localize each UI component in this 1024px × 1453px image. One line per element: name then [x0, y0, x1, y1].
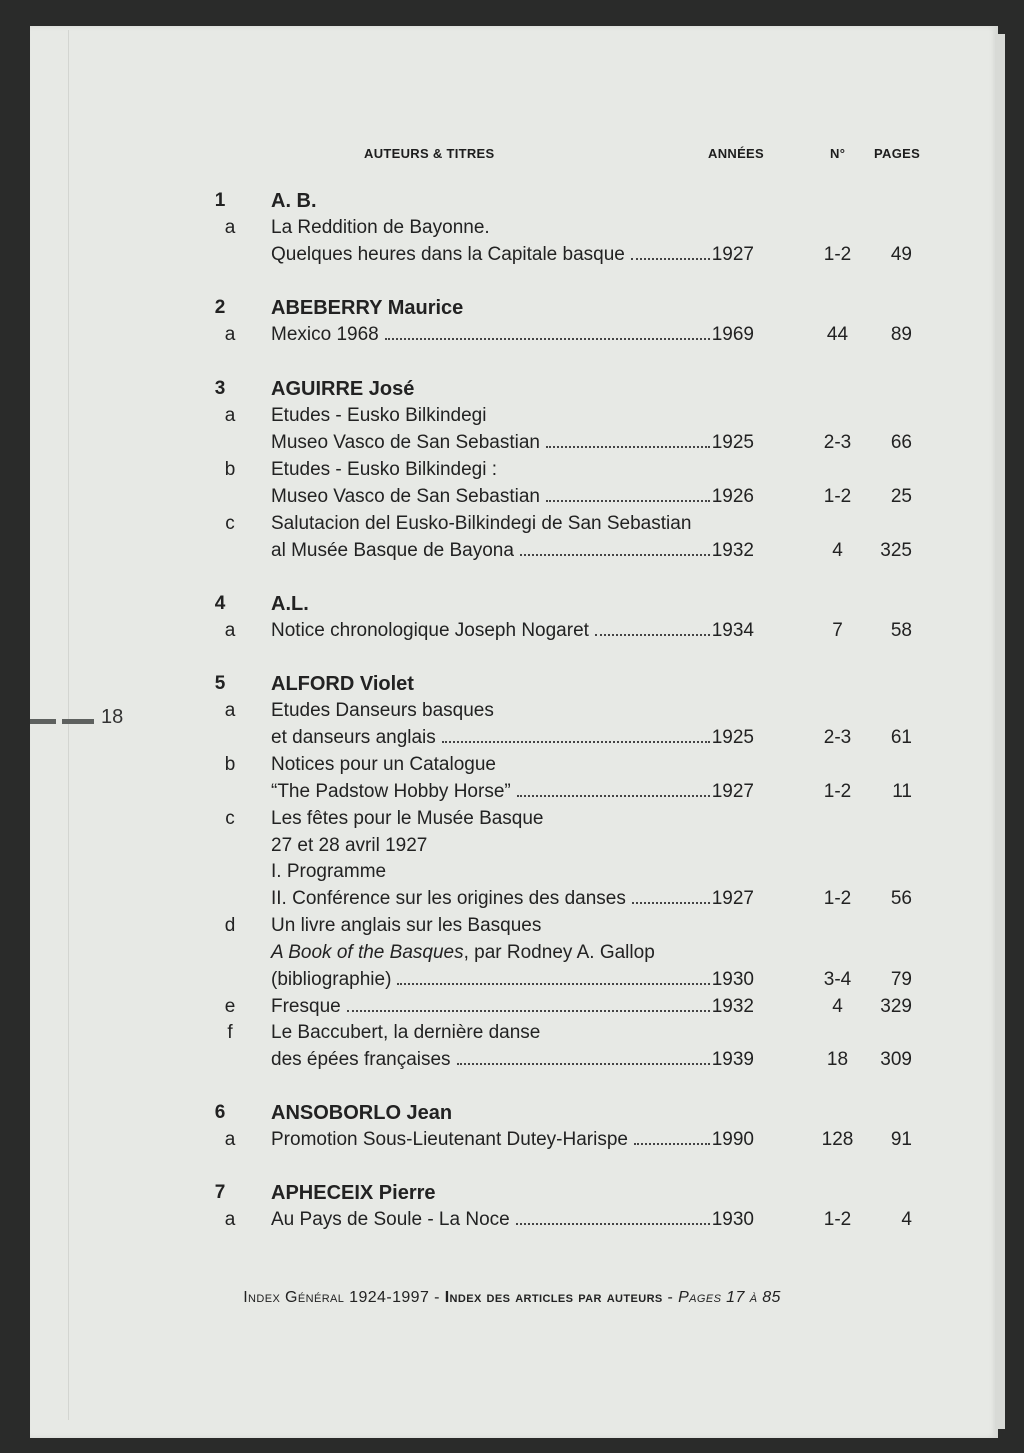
- author-entry: [0, 593, 1024, 620]
- article-page: 89: [890, 324, 912, 345]
- author-entry: [0, 297, 1024, 324]
- footer-index-general: Index Général 1924-1997: [243, 1289, 430, 1306]
- article-entry: [0, 861, 1024, 888]
- article-letter: b: [224, 459, 236, 480]
- article-title: Promotion Sous-Lieutenant Dutey-Harispe: [271, 1129, 628, 1150]
- article-letter: c: [225, 513, 235, 534]
- article-letter: c: [225, 808, 235, 829]
- author-name: APHECEIX Pierre: [271, 1182, 436, 1204]
- author-name: AGUIRRE José: [271, 378, 415, 400]
- article-page: 49: [890, 244, 912, 265]
- article-entry: [0, 620, 1024, 647]
- article-title: 27 et 28 avril 1927: [271, 835, 428, 856]
- article-title: Notices pour un Catalogue: [271, 754, 496, 775]
- article-title-with-leader: [271, 244, 754, 266]
- article-title: Notice chronologique Joseph Nogaret: [271, 620, 589, 641]
- article-page: 91: [890, 1129, 912, 1150]
- article-entry: [0, 432, 1024, 459]
- author-name: ANSOBORLO Jean: [271, 1102, 453, 1124]
- article-letter: a: [224, 620, 236, 641]
- footer-index-articles: Index des articles par auteurs: [444, 1289, 663, 1306]
- footer-separator: -: [429, 1289, 445, 1306]
- dot-leader: [516, 1223, 710, 1225]
- dot-leader: [397, 983, 709, 985]
- article-entry: [0, 324, 1024, 351]
- article-entry: [0, 969, 1024, 996]
- article-title: Museo Vasco de San Sebastian: [271, 432, 540, 453]
- article-entry: [0, 781, 1024, 808]
- article-title: Au Pays de Soule - La Noce: [271, 1209, 510, 1230]
- article-issue-number: 44: [826, 324, 849, 345]
- article-letter: a: [224, 1129, 236, 1150]
- article-issue-number: 1-2: [823, 244, 852, 265]
- article-title-with-leader: [271, 727, 754, 749]
- article-title: Etudes - Eusko Bilkindegi: [271, 405, 487, 426]
- article-issue-number: 2-3: [823, 727, 852, 748]
- article-title: Quelques heures dans la Capitale basque: [271, 244, 625, 265]
- header-pages: PAGES: [874, 146, 921, 161]
- article-title: I. Programme: [271, 861, 387, 882]
- author-name: ABEBERRY Maurice: [271, 297, 464, 319]
- author-name: ALFORD Violet: [271, 673, 414, 695]
- article-entry: [0, 942, 1024, 969]
- page-footer: [0, 1289, 1024, 1307]
- article-issue-number: 1-2: [823, 781, 852, 802]
- author-number: 4: [214, 593, 226, 614]
- article-title: Mexico 1968: [271, 324, 379, 345]
- article-title: Le Baccubert, la dernière danse: [271, 1022, 541, 1043]
- article-year: 1926: [711, 486, 754, 507]
- article-page: 4: [901, 1209, 912, 1230]
- header-auteurs-titres: AUTEURS & TITRES: [364, 146, 495, 161]
- article-entry: [0, 700, 1024, 727]
- article-entry: [0, 808, 1024, 835]
- article-title-with-leader: [271, 324, 754, 346]
- article-title: Etudes - Eusko Bilkindegi :: [271, 459, 498, 480]
- article-issue-number: 128: [821, 1129, 854, 1150]
- article-entry: [0, 915, 1024, 942]
- article-page: 309: [880, 1049, 912, 1070]
- article-issue-number: 1-2: [823, 1209, 852, 1230]
- article-issue-number: 7: [832, 620, 843, 641]
- author-entry: [0, 190, 1024, 217]
- dot-leader: [546, 500, 710, 502]
- article-year: 1934: [711, 620, 754, 641]
- article-issue-number: 18: [826, 1049, 849, 1070]
- article-entry: [0, 244, 1024, 271]
- article-page: 329: [880, 996, 912, 1017]
- article-year: 1930: [711, 969, 754, 990]
- article-year: 1925: [711, 727, 754, 748]
- article-entry: [0, 486, 1024, 513]
- article-entry: [0, 1049, 1024, 1076]
- author-number: 3: [214, 378, 226, 399]
- article-entry: [0, 835, 1024, 862]
- article-title: La Reddition de Bayonne.: [271, 217, 490, 238]
- article-title: (bibliographie): [271, 969, 392, 990]
- article-issue-number: 4: [832, 540, 843, 561]
- dot-leader: [442, 741, 710, 743]
- article-title-with-leader: [271, 1209, 754, 1231]
- article-page: 56: [890, 888, 912, 909]
- article-year: 1932: [711, 996, 754, 1017]
- article-title: Les fêtes pour le Musée Basque: [271, 808, 544, 829]
- article-entry: [0, 754, 1024, 781]
- article-letter: b: [224, 754, 236, 775]
- dot-leader: [385, 338, 710, 340]
- article-page: 58: [890, 620, 912, 641]
- dot-leader: [517, 795, 710, 797]
- article-letter: f: [227, 1022, 233, 1043]
- author-number: 6: [214, 1102, 226, 1123]
- dot-leader: [632, 902, 710, 904]
- author-entry: [0, 1182, 1024, 1209]
- article-title-with-leader: [271, 888, 754, 910]
- article-title-with-leader: [271, 1049, 754, 1071]
- article-page: 66: [890, 432, 912, 453]
- article-title: et danseurs anglais: [271, 727, 436, 748]
- article-page: 25: [890, 486, 912, 507]
- article-title: Museo Vasco de San Sebastian: [271, 486, 540, 507]
- article-letter: a: [224, 700, 236, 721]
- dot-leader: [457, 1063, 710, 1065]
- article-title: des épées françaises: [271, 1049, 451, 1070]
- author-entry: [0, 378, 1024, 405]
- article-title: Etudes Danseurs basques: [271, 700, 494, 721]
- article-entry: [0, 217, 1024, 244]
- article-title: [271, 942, 655, 964]
- article-issue-number: 1-2: [823, 486, 852, 507]
- article-year: 1925: [711, 432, 754, 453]
- article-issue-number: 2-3: [823, 432, 852, 453]
- article-year: 1969: [711, 324, 754, 345]
- article-title-with-leader: [271, 969, 754, 991]
- article-title-with-leader: [271, 1129, 754, 1151]
- article-letter: a: [224, 405, 236, 426]
- article-title: “The Padstow Hobby Horse”: [271, 781, 511, 802]
- author-number: 2: [214, 297, 226, 318]
- article-year: 1927: [711, 781, 754, 802]
- author-number: 7: [214, 1182, 226, 1203]
- article-year: 1927: [711, 244, 754, 265]
- header-annees: ANNÉES: [708, 146, 764, 161]
- article-entry: [0, 1022, 1024, 1049]
- article-year: 1932: [711, 540, 754, 561]
- article-title-with-leader: [271, 432, 754, 454]
- article-entry: [0, 996, 1024, 1023]
- article-page: 61: [890, 727, 912, 748]
- article-entry: [0, 405, 1024, 432]
- article-title-with-leader: [271, 781, 754, 803]
- article-entry: [0, 513, 1024, 540]
- author-number: 5: [214, 673, 226, 694]
- author-number: 1: [214, 190, 226, 211]
- article-title: Salutacion del Eusko-Bilkindegi de San Sebastian: [271, 513, 692, 534]
- dot-leader: [520, 554, 710, 556]
- article-year: 1930: [711, 1209, 754, 1230]
- article-title-with-leader: [271, 996, 754, 1018]
- article-issue-number: 1-2: [823, 888, 852, 909]
- article-entry: [0, 540, 1024, 567]
- dot-leader: [634, 1143, 710, 1145]
- dot-leader: [546, 446, 710, 448]
- article-letter: a: [224, 324, 236, 345]
- author-name: A.L.: [271, 593, 309, 615]
- article-title: al Musée Basque de Bayona: [271, 540, 514, 561]
- author-entry: [0, 673, 1024, 700]
- article-title-italic: A Book of the Basques: [271, 942, 464, 963]
- page-number: 18: [101, 706, 124, 728]
- dot-leader: [631, 258, 710, 260]
- article-page: 11: [892, 781, 912, 802]
- article-year: 1927: [711, 888, 754, 909]
- article-issue-number: 4: [832, 996, 843, 1017]
- article-letter: a: [224, 1209, 236, 1230]
- author-entry: [0, 1102, 1024, 1129]
- article-entry: [0, 1129, 1024, 1156]
- article-entry: [0, 1209, 1024, 1236]
- article-title-with-leader: [271, 486, 754, 508]
- article-page: 79: [890, 969, 912, 990]
- article-letter: d: [224, 915, 236, 936]
- footer-separator: -: [662, 1289, 679, 1306]
- article-title: Un livre anglais sur les Basques: [271, 915, 542, 936]
- article-entry: [0, 888, 1024, 915]
- article-title: II. Conférence sur les origines des danses: [271, 888, 626, 909]
- article-year: 1939: [711, 1049, 754, 1070]
- footer-pages-range: Pages 17 à 85: [678, 1289, 781, 1306]
- article-title-with-leader: [271, 540, 754, 562]
- article-title-rest: , par Rodney A. Gallop: [463, 942, 655, 963]
- dot-leader: [347, 1010, 710, 1012]
- article-title-with-leader: [271, 620, 754, 642]
- article-entry: [0, 459, 1024, 486]
- article-title: Fresque: [271, 996, 341, 1017]
- article-issue-number: 3-4: [823, 969, 852, 990]
- article-page: 325: [880, 540, 912, 561]
- article-letter: a: [224, 217, 236, 238]
- header-numero: N°: [830, 146, 846, 161]
- article-entry: [0, 727, 1024, 754]
- article-letter: e: [224, 996, 236, 1017]
- author-name: A. B.: [271, 190, 317, 212]
- article-year: 1990: [711, 1129, 754, 1150]
- dot-leader: [595, 634, 710, 636]
